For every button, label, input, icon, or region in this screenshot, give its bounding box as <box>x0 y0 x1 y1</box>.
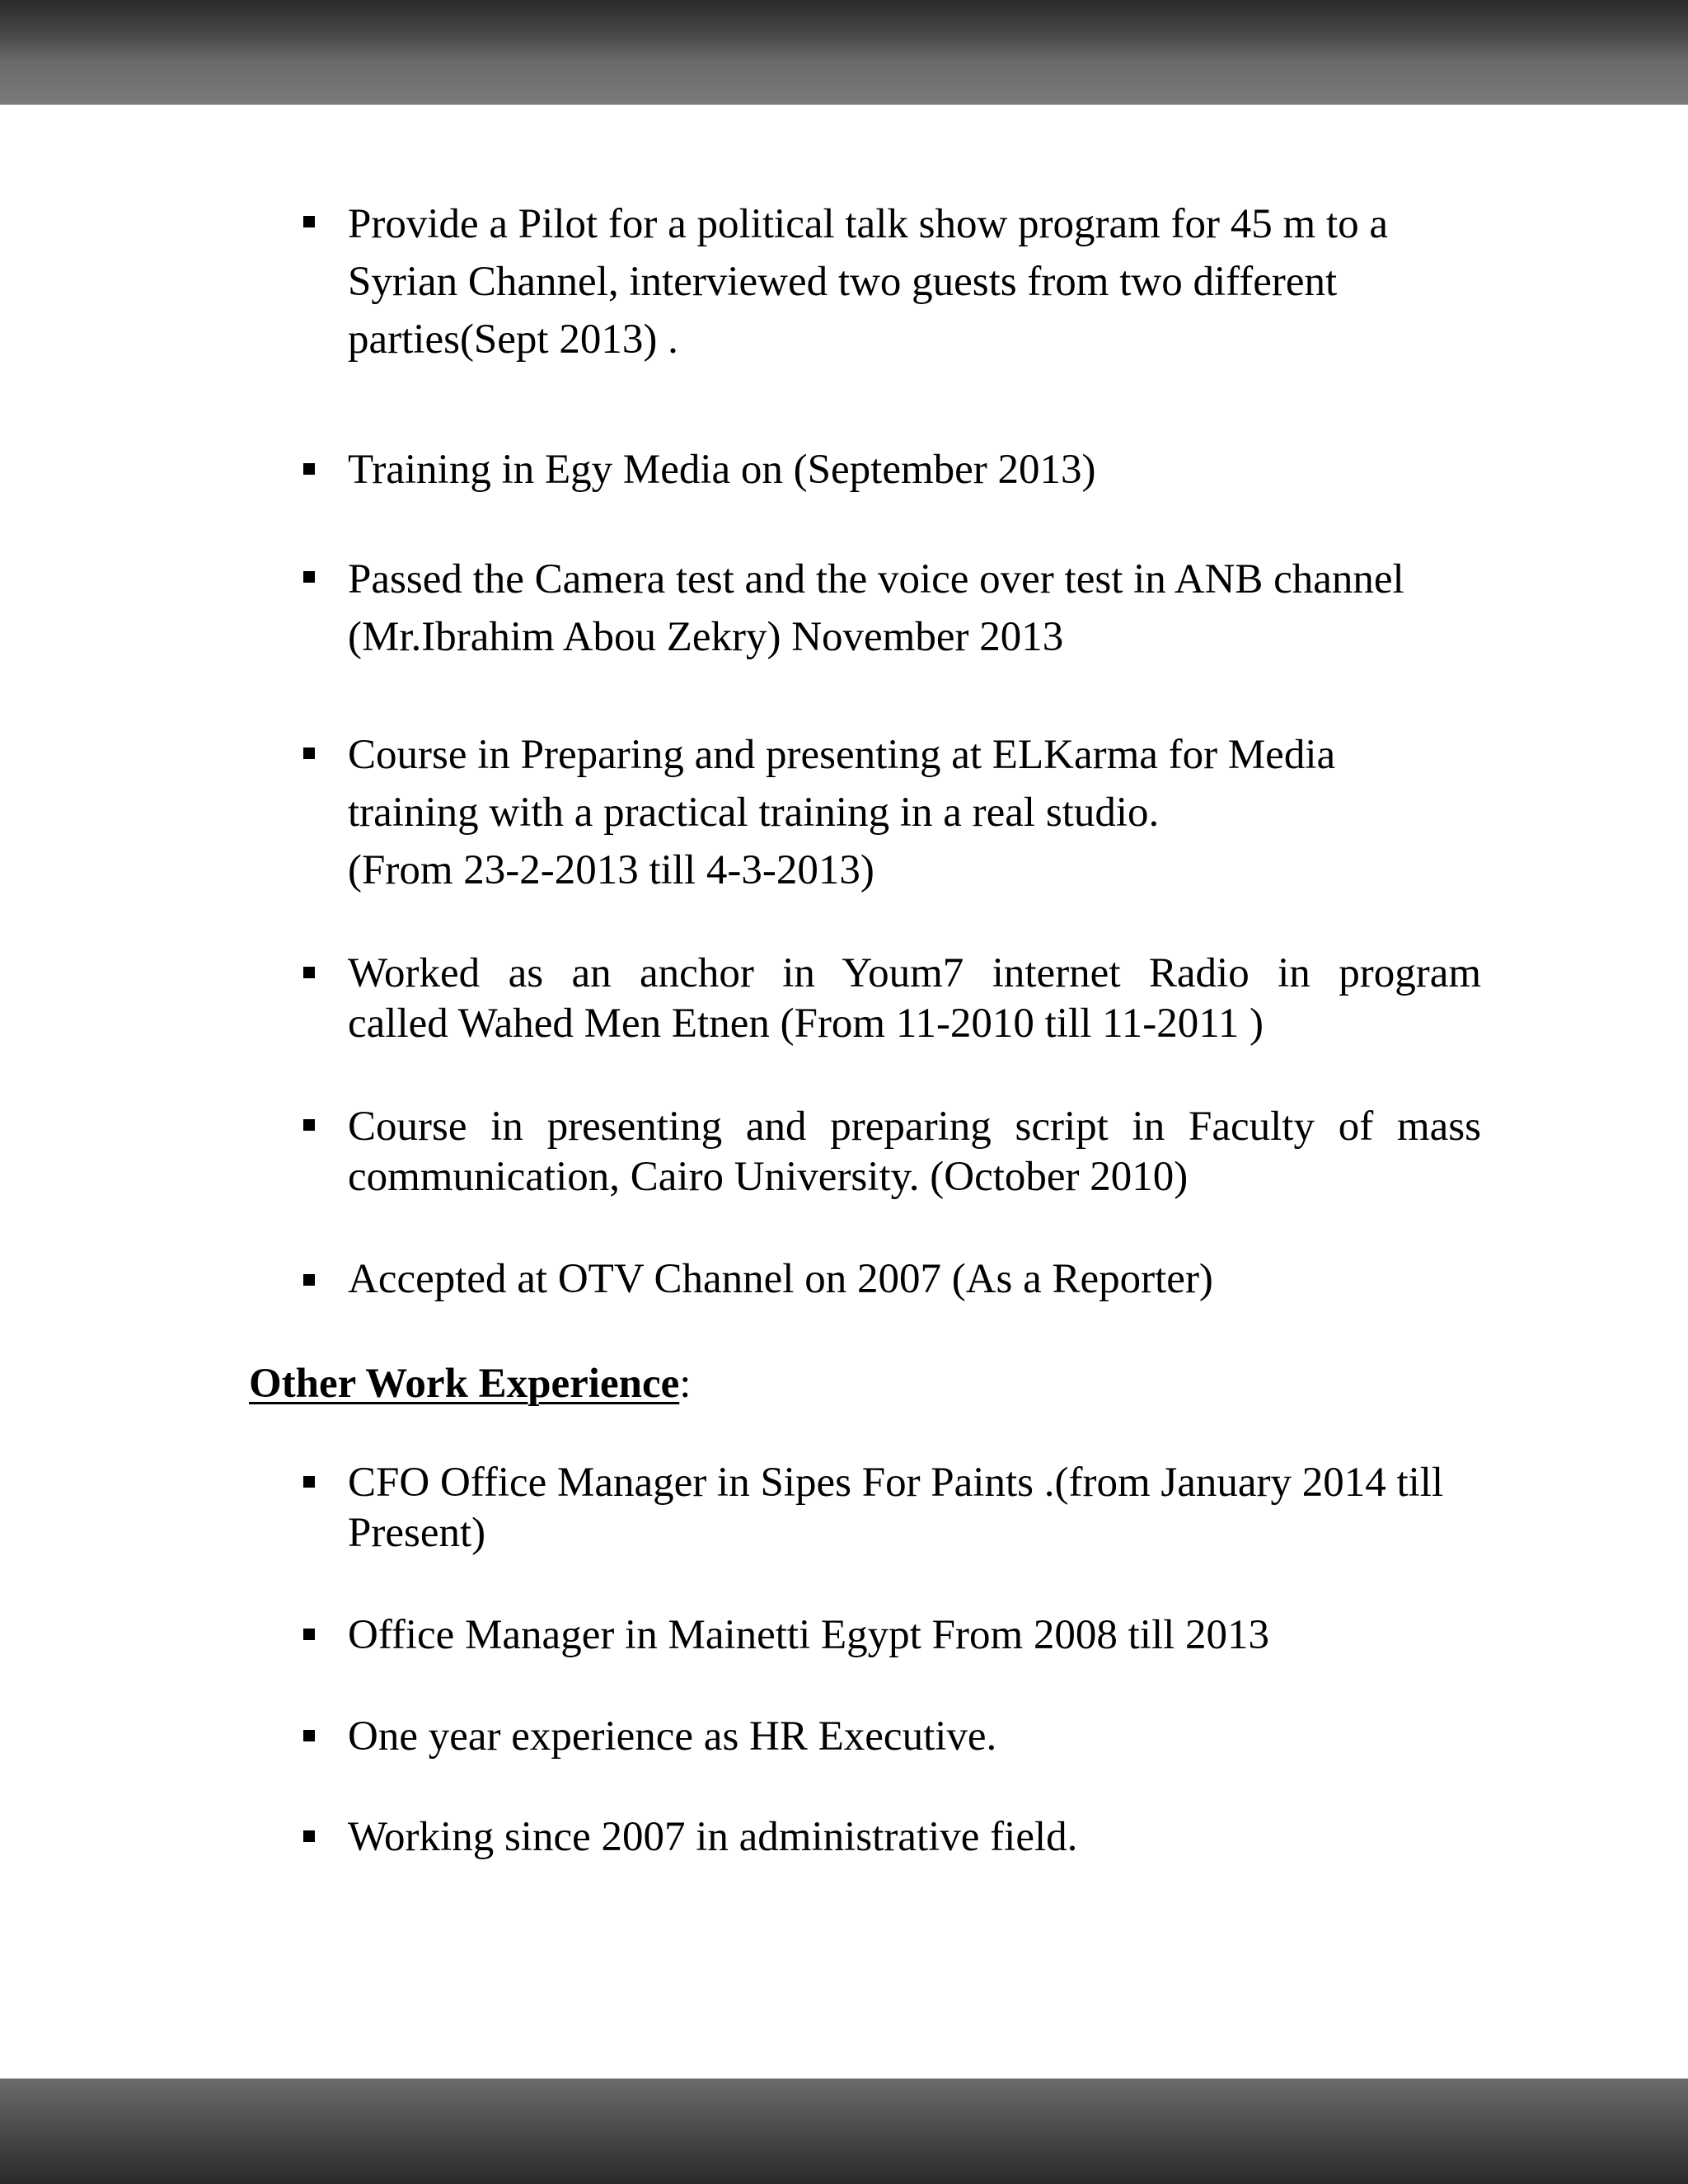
bullet-icon <box>303 1730 315 1741</box>
section-suffix: : <box>679 1361 692 1407</box>
bullet-icon <box>303 1476 315 1488</box>
bullet-icon <box>303 463 315 475</box>
item-line: Working since 2007 in administrative field. <box>348 1814 1078 1860</box>
list-item <box>348 1808 1506 1866</box>
item-line: called Wahed Men Etnen (From 11-2010 till 11-2011 ) <box>348 1001 1264 1047</box>
item-line: One year experience as HR Executive. <box>348 1713 997 1760</box>
bullet-icon <box>303 1274 315 1286</box>
bullet-icon <box>303 216 315 227</box>
list-item <box>348 1458 1506 1558</box>
list-item <box>348 551 1506 666</box>
section-heading <box>249 1358 691 1409</box>
item-line: Course in Preparing and presenting at ELKarma for Media <box>348 732 1336 778</box>
bullet-icon <box>303 571 315 583</box>
item-line: training with a practical training in a real studio. <box>348 790 1160 836</box>
bullet-icon <box>303 1629 315 1640</box>
item-line: (From 23-2-2013 till 4-3-2013) <box>348 847 874 893</box>
bullet-icon <box>303 748 315 759</box>
list-item <box>348 1708 1506 1765</box>
item-line: Office Manager in Mainetti Egypt From 2008 till 2013 <box>348 1612 1270 1658</box>
item-line: Present) <box>348 1510 486 1556</box>
item-line: Course in presenting and preparing script in Faculty of mass <box>348 1104 1481 1150</box>
header-band <box>0 0 1688 105</box>
list-item <box>348 726 1506 899</box>
item-line: Syrian Channel, interviewed two guests from two different <box>348 259 1338 305</box>
list-item <box>348 1606 1506 1664</box>
item-line: Training in Egy Media on (September 2013) <box>348 447 1096 493</box>
list-item <box>348 195 1506 368</box>
list-item <box>348 1102 1506 1202</box>
item-line: (Mr.Ibrahim Abou Zekry) November 2013 <box>348 614 1064 660</box>
list-item <box>348 949 1506 1049</box>
bullet-icon <box>303 967 315 978</box>
section-title: Other Work Experience <box>249 1361 680 1407</box>
bullet-icon <box>303 1119 315 1131</box>
item-line: Accepted at OTV Channel on 2007 (As a Reporter) <box>348 1256 1213 1302</box>
item-line: Worked as an anchor in Youm7 internet Radio in program <box>348 950 1481 996</box>
list-item <box>348 1250 1506 1308</box>
item-line: communication, Cairo University. (October 2010) <box>348 1154 1189 1200</box>
item-line: parties(Sept 2013) . <box>348 316 678 363</box>
bullet-icon <box>303 1830 315 1842</box>
item-line: Passed the Camera test and the voice over test in ANB channel <box>348 556 1404 602</box>
footer-band <box>0 2079 1688 2184</box>
item-line: CFO Office Manager in Sipes For Paints .(from January 2014 till <box>348 1460 1444 1506</box>
item-line: Provide a Pilot for a political talk show program for 45 m to a <box>348 201 1389 247</box>
list-item <box>348 441 1506 499</box>
